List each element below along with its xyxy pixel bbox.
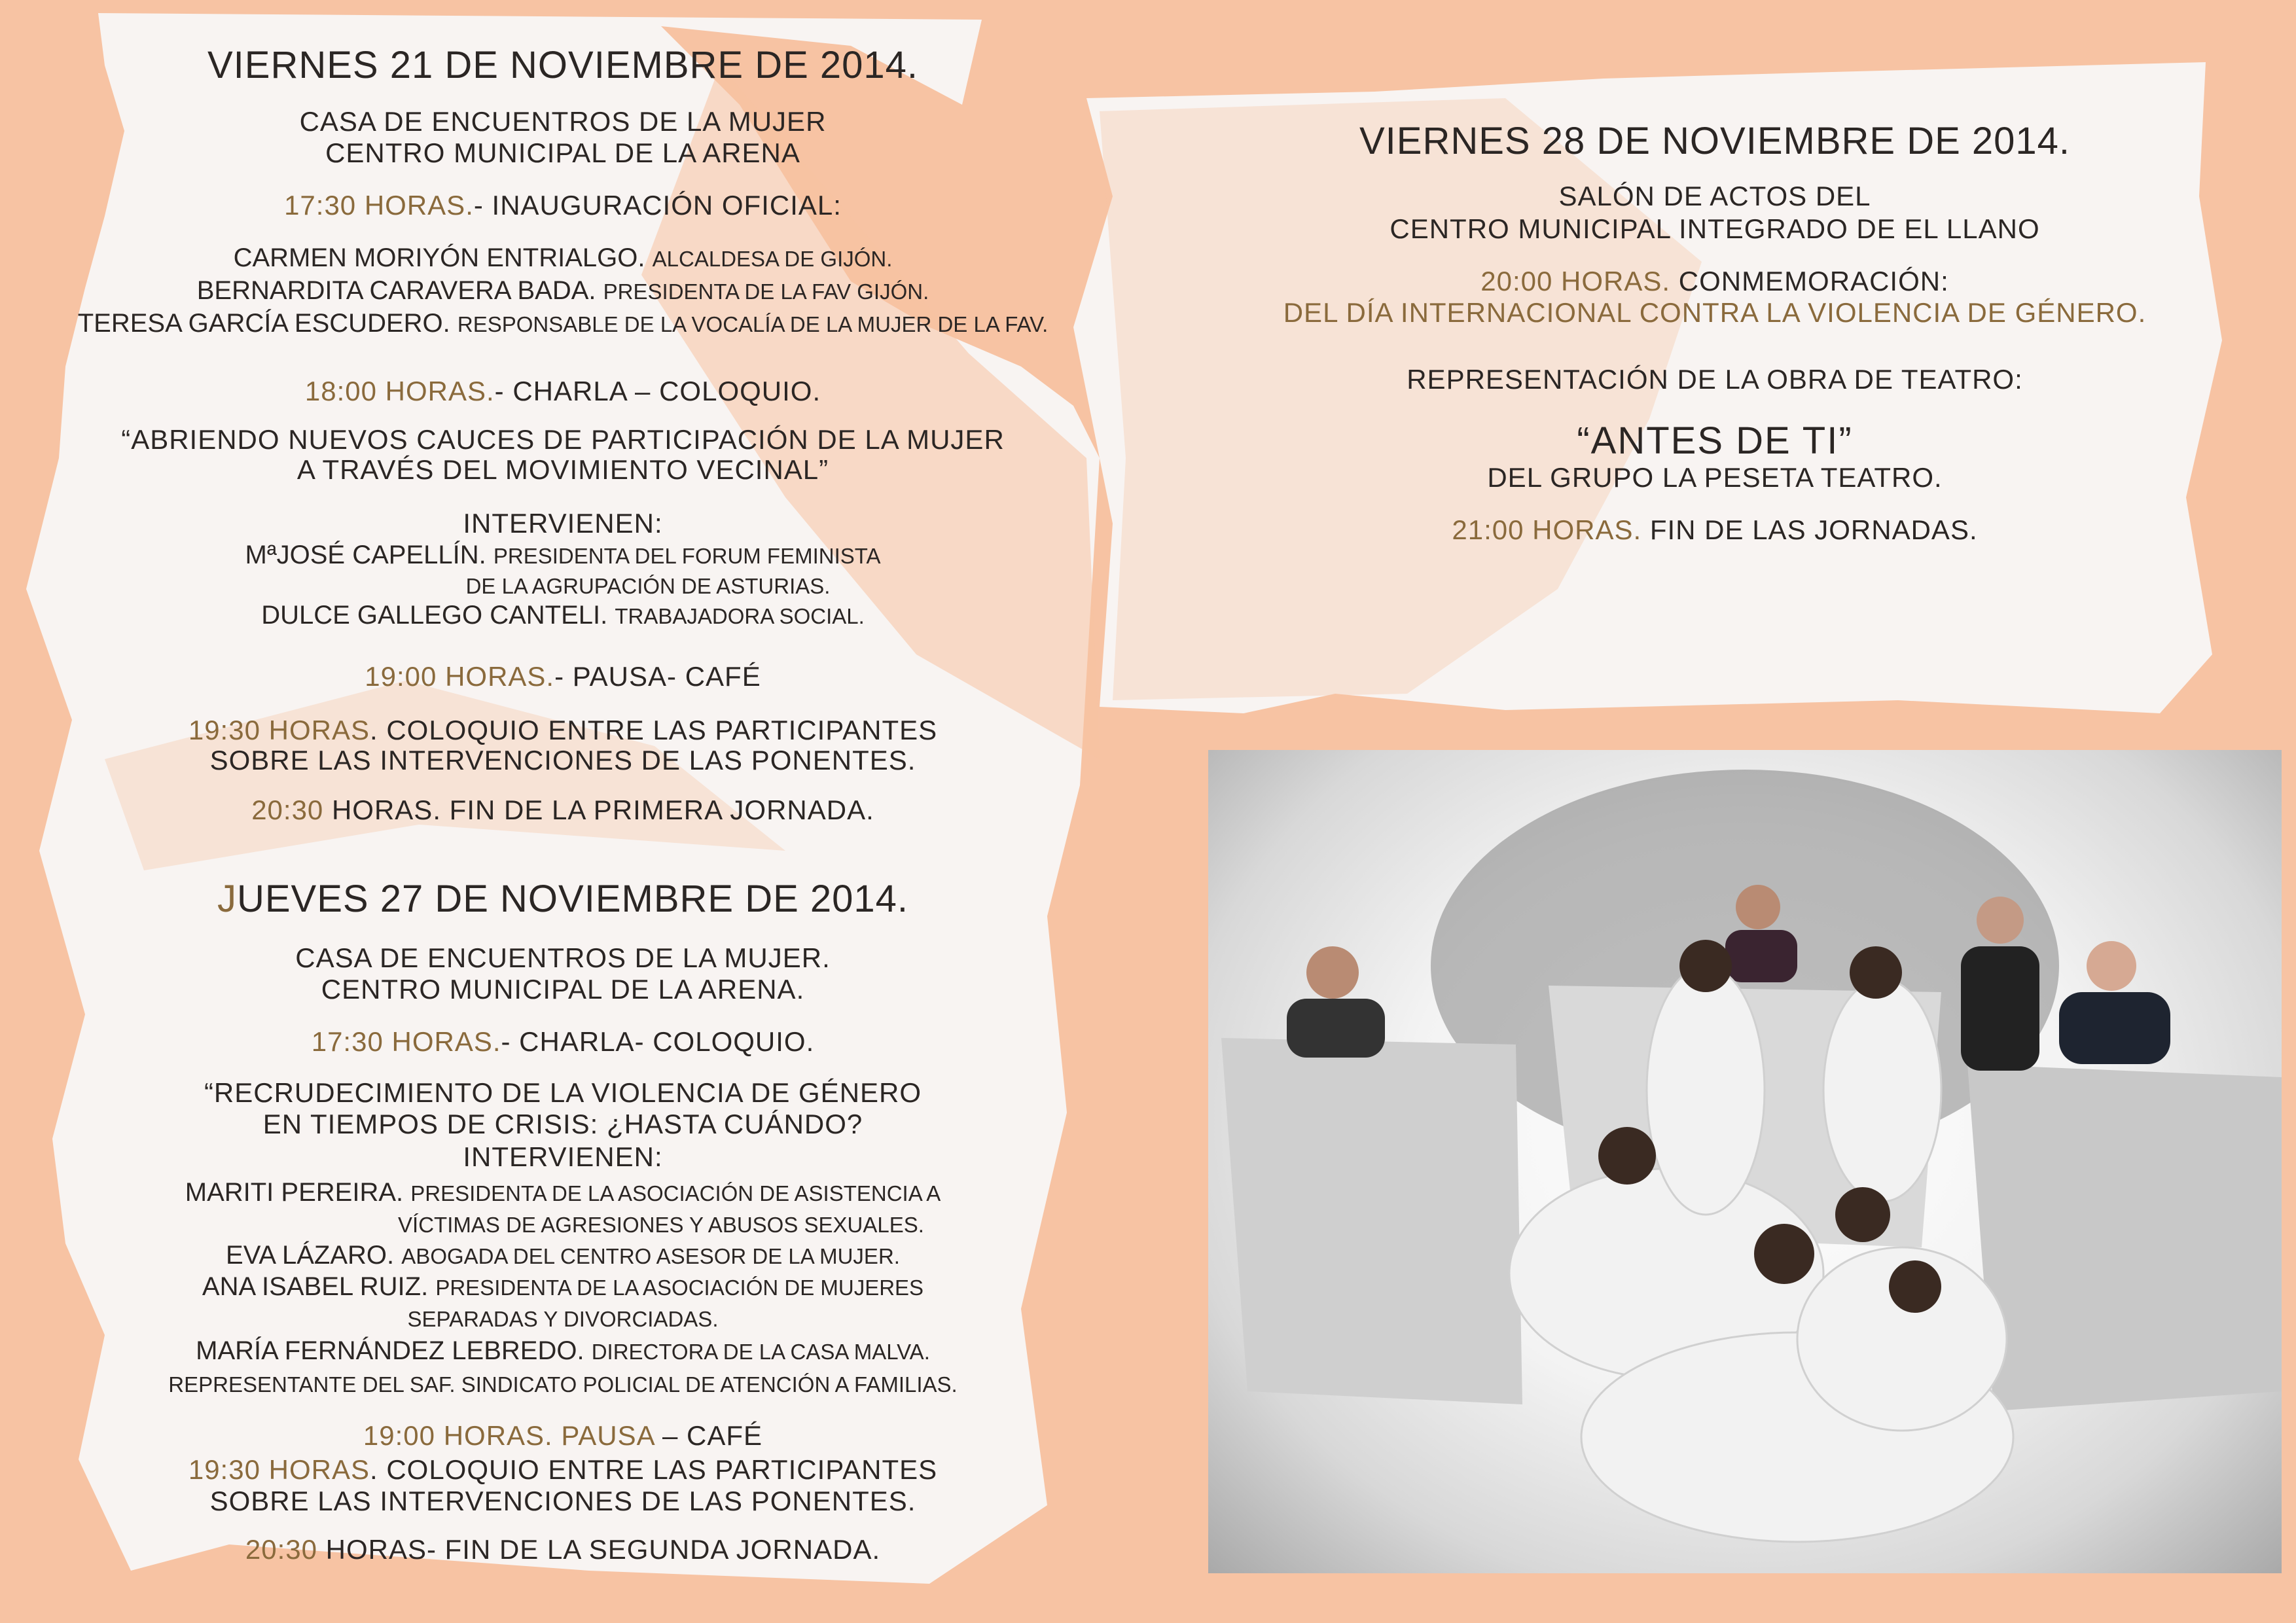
friday28-venue-line2: CENTRO MUNICIPAL INTEGRADO DE EL LLANO <box>1390 213 2040 244</box>
thursday27-speaker <box>26 1272 1100 1302</box>
man-body <box>1961 946 2039 1071</box>
friday28-play-title: “ANTES DE TI” <box>1577 419 1853 462</box>
session-time: 19:30 HORAS <box>188 1454 370 1485</box>
session-text: HORAS. FIN DE LA PRIMERA JORNADA. <box>323 794 874 825</box>
speaker-name: MARITI PEREIRA. <box>185 1178 404 1207</box>
friday21-participant <box>26 243 1100 273</box>
friday28-play-intro: REPRESENTACIÓN DE LA OBRA DE TEATRO: <box>1407 364 2023 395</box>
participant-name: TERESA GARCÍA ESCUDERO. <box>77 309 450 338</box>
theatre-photo <box>1208 750 2282 1573</box>
speaker-role: SEPARADAS Y DIVORCIADAS. <box>407 1307 719 1331</box>
man-body <box>2059 992 2170 1064</box>
friday21-session-break <box>26 661 1100 692</box>
dancer-head <box>1679 940 1732 992</box>
man-head <box>1977 897 2024 944</box>
speaker-role: PRESIDENTA DE LA ASOCIACIÓN DE MUJERES <box>435 1275 924 1300</box>
friday21-talk-title-line1: “ABRIENDO NUEVOS CAUCES DE PARTICIPACIÓN DE LA MUJER <box>121 424 1005 455</box>
speaker-role: ABOGADA DEL CENTRO ASESOR DE LA MUJER. <box>401 1244 900 1268</box>
session-text: - PAUSA- CAFÉ <box>554 661 761 692</box>
draped-table-right <box>1967 1064 2282 1411</box>
friday28-commemoration-line2: DEL DÍA INTERNACIONAL CONTRA LA VIOLENCIA DE GÉNERO. <box>1283 297 2147 328</box>
friday21-participant <box>26 276 1100 306</box>
speaker-role: REPRESENTANTE DEL SAF. SINDICATO POLICIAL DE ATENCIÓN A FAMILIAS. <box>168 1372 958 1397</box>
session-time: 21:00 HORAS. <box>1452 514 1642 545</box>
man-head <box>1736 885 1780 929</box>
dancer-dress <box>1647 966 1765 1215</box>
thursday27-session-colloquium <box>26 1454 1100 1486</box>
thursday27-talk-title-line2: EN TIEMPOS DE CRISIS: ¿HASTA CUÁNDO? <box>262 1109 863 1139</box>
speaker-name: MARÍA FERNÁNDEZ LEBREDO. <box>196 1336 584 1365</box>
session-time: 19:00 HORAS. <box>365 661 555 692</box>
man-head <box>1306 946 1359 999</box>
friday21-speaker <box>26 601 1100 630</box>
friday21-participant <box>26 309 1100 338</box>
friday28-venue-line1: SALÓN DE ACTOS DEL <box>1558 181 1871 211</box>
friday21-date: VIERNES 21 DE NOVIEMBRE DE 2014. <box>207 44 919 86</box>
session-text: - INAUGURACIÓN OFICIAL: <box>473 190 842 221</box>
date-rest: UEVES 27 DE NOVIEMBRE DE 2014. <box>236 878 909 920</box>
dancer-head <box>1889 1260 1941 1313</box>
dancer-head <box>1754 1224 1814 1284</box>
thursday27-speaker <box>26 1178 1100 1207</box>
session-text: FIN DE LAS JORNADAS. <box>1641 514 1978 545</box>
friday28-session-end <box>1230 514 2199 546</box>
friday28-play-group: DEL GRUPO LA PESETA TEATRO. <box>1487 462 1943 493</box>
man-head <box>2087 941 2136 991</box>
thursday27-intervienen-heading: INTERVIENEN: <box>463 1141 663 1172</box>
participant-name: CARMEN MORIYÓN ENTRIALGO. <box>233 243 645 272</box>
thursday27-venue-line1: CASA DE ENCUENTROS DE LA MUJER. <box>295 942 831 973</box>
friday21-session-talk <box>26 376 1100 407</box>
session-text: - CHARLA- COLOQUIO. <box>501 1026 815 1057</box>
session-time: 20:00 HORAS. <box>1480 266 1671 296</box>
thursday27-speaker-role-cont <box>26 1304 1100 1333</box>
theatre-photo-illustration <box>1208 750 2282 1573</box>
thursday27-talk-title-line1: “RECRUDECIMIENTO DE LA VIOLENCIA DE GÉNERO <box>204 1077 922 1108</box>
friday21-venue-line2: CENTRO MUNICIPAL DE LA ARENA <box>325 137 800 168</box>
friday21-session-colloquium <box>26 715 1100 746</box>
theatre-photo-frame <box>1195 724 2296 1580</box>
thursday27-session-talk <box>26 1026 1100 1058</box>
session-time: 18:00 HORAS. <box>304 376 495 406</box>
participant-role: PRESIDENTA DE LA FAV GIJÓN. <box>603 279 929 304</box>
dancer-head <box>1850 946 1902 999</box>
session-text: CONMEMORACIÓN: <box>1670 266 1949 296</box>
speaker-role: PRESIDENTA DEL FORUM FEMINISTA <box>493 544 881 568</box>
friday21-speaker-role-cont <box>196 571 1100 600</box>
friday21-speaker <box>26 541 1100 570</box>
thursday27-speaker <box>26 1369 1100 1399</box>
date-initial: J <box>217 878 237 920</box>
thursday27-session-end <box>26 1534 1100 1565</box>
dancer-dress <box>1823 979 1941 1202</box>
friday21-intervienen-heading: INTERVIENEN: <box>463 508 663 539</box>
draped-table-left <box>1221 1038 1522 1404</box>
friday21-venue-line1: CASA DE ENCUENTROS DE LA MUJER <box>299 106 827 137</box>
session-time: 17:30 HORAS. <box>284 190 474 221</box>
session-text: – CAFÉ <box>654 1420 763 1451</box>
session-time: 20:30 <box>251 794 324 825</box>
thursday27-speaker <box>26 1336 1100 1366</box>
speaker-role: DE LA AGRUPACIÓN DE ASTURIAS. <box>465 574 831 598</box>
session-time: 19:00 HORAS. PAUSA <box>363 1420 655 1451</box>
participant-name: BERNARDITA CARAVERA BADA. <box>196 276 596 305</box>
dancer-head <box>1598 1127 1656 1185</box>
session-text: . COLOQUIO ENTRE LAS PARTICIPANTES <box>369 1454 938 1485</box>
friday21-colloquium-line2: SOBRE LAS INTERVENCIONES DE LAS PONENTES. <box>209 745 916 776</box>
speaker-role: VÍCTIMAS DE AGRESIONES Y ABUSOS SEXUALES. <box>398 1213 924 1237</box>
participant-role: ALCALDESA DE GIJÓN. <box>652 247 893 271</box>
friday28-date: VIERNES 28 DE NOVIEMBRE DE 2014. <box>1359 120 2071 162</box>
man-body <box>1725 930 1797 982</box>
friday21-talk-title-line2: A TRAVÉS DEL MOVIMIENTO VECINAL” <box>296 454 829 485</box>
dancer-head <box>1835 1187 1890 1242</box>
session-text: . COLOQUIO ENTRE LAS PARTICIPANTES <box>369 715 938 745</box>
speaker-name: DULCE GALLEGO CANTELI. <box>261 601 608 630</box>
session-time: 20:30 <box>245 1534 317 1565</box>
thursday27-colloquium-line2: SOBRE LAS INTERVENCIONES DE LAS PONENTES. <box>209 1486 916 1516</box>
speaker-name: ANA ISABEL RUIZ. <box>202 1272 429 1301</box>
speaker-role: PRESIDENTA DE LA ASOCIACIÓN DE ASISTENCIA A <box>410 1181 941 1205</box>
session-text: - CHARLA – COLOQUIO. <box>494 376 821 406</box>
speaker-role: TRABAJADORA SOCIAL. <box>615 604 865 628</box>
session-time: 19:30 HORAS <box>188 715 370 745</box>
session-text: HORAS- FIN DE LA SEGUNDA JORNADA. <box>317 1534 881 1565</box>
participant-role: RESPONSABLE DE LA VOCALÍA DE LA MUJER DE LA FAV. <box>457 312 1049 336</box>
man-body <box>1287 999 1385 1058</box>
session-time: 17:30 HORAS. <box>311 1026 501 1057</box>
thursday27-date <box>26 877 1100 921</box>
speaker-role: DIRECTORA DE LA CASA MALVA. <box>591 1340 930 1364</box>
friday21-session-end <box>26 794 1100 826</box>
thursday27-session-break <box>26 1420 1100 1452</box>
thursday27-speaker-role-cont <box>223 1209 1100 1239</box>
speaker-name: MªJOSÉ CAPELLÍN. <box>245 541 486 569</box>
friday21-session-opening <box>26 190 1100 221</box>
speaker-name: EVA LÁZARO. <box>226 1241 395 1270</box>
thursday27-speaker <box>26 1241 1100 1270</box>
thursday27-venue-line2: CENTRO MUNICIPAL DE LA ARENA. <box>321 974 805 1005</box>
friday28-session-commemoration <box>1230 266 2199 297</box>
